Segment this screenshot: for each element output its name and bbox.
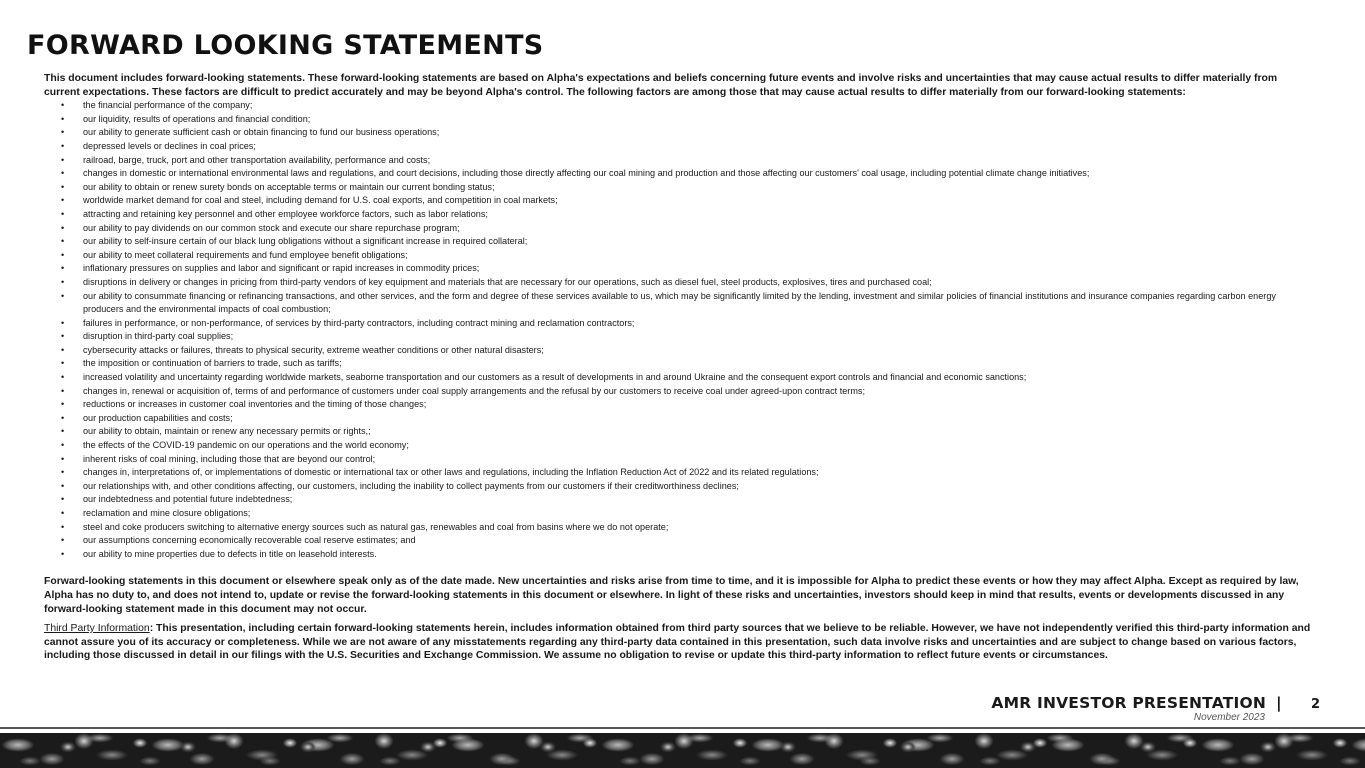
list-item bbox=[44, 412, 1314, 426]
list-item bbox=[44, 330, 1314, 344]
list-item bbox=[44, 507, 1314, 521]
page-number: 2 bbox=[1311, 697, 1321, 712]
list-item bbox=[44, 235, 1314, 249]
bullet-marker: • bbox=[61, 140, 65, 151]
list-item bbox=[44, 398, 1314, 412]
bullet-marker: • bbox=[61, 453, 65, 464]
bullet-marker: • bbox=[61, 494, 65, 505]
list-item bbox=[44, 480, 1314, 494]
list-item-text: cybersecurity attacks or failures, threats to physical security, extreme weather conditions or other natural disasters; bbox=[83, 344, 544, 355]
bullet-marker: • bbox=[61, 195, 65, 206]
list-item-text: attracting and retaining key personnel and other employee workforce factors, such as labor relations; bbox=[83, 208, 488, 219]
bullet-marker: • bbox=[61, 548, 65, 559]
list-item-text: disruptions in delivery or changes in pricing from third-party vendors of key equipment and materials that are necessary for our operations, such as diesel fuel, steel products, explosives, tires and purchased coal; bbox=[83, 276, 932, 287]
list-item-text: inherent risks of coal mining, including those that are beyond our control; bbox=[83, 453, 376, 464]
bullet-marker: • bbox=[61, 263, 65, 274]
coal-banner-image bbox=[0, 733, 1365, 768]
footer-presentation-title: AMR INVESTOR PRESENTATION bbox=[991, 694, 1266, 712]
list-item-text: railroad, barge, truck, port and other transportation availability, performance and costs; bbox=[83, 154, 431, 165]
bullet-marker: • bbox=[61, 399, 65, 410]
list-item bbox=[44, 357, 1314, 371]
list-item bbox=[44, 208, 1314, 222]
list-item-text: our indebtedness and potential future indebtedness; bbox=[83, 494, 293, 505]
list-item-text: our ability to consummate financing or refinancing transactions, and other services, and the form and degree of these services available to us, which may be significantly limited by the lending, investment and similar policies of financial institutions and insurance companies regarding carbon energy producers and the environmental impacts of coal combustion; bbox=[83, 290, 1276, 315]
bullet-marker: • bbox=[61, 100, 65, 111]
footer-divider bbox=[0, 727, 1365, 729]
list-item bbox=[44, 344, 1314, 358]
risk-factor-list bbox=[44, 99, 1314, 561]
list-item bbox=[44, 126, 1314, 140]
list-item bbox=[44, 194, 1314, 208]
list-item-text: changes in, renewal or acquisition of, terms of and performance of customers under coal supply arrangements and the refusal by our customers to receive coal under agreed-upon contract terms; bbox=[83, 385, 865, 396]
list-item bbox=[44, 154, 1314, 168]
list-item bbox=[44, 276, 1314, 290]
list-item-text: the effects of the COVID-19 pandemic on our operations and the world economy; bbox=[83, 440, 409, 451]
slide-content bbox=[44, 72, 1314, 663]
bullet-marker: • bbox=[61, 317, 65, 328]
list-item-text: reclamation and mine closure obligations; bbox=[83, 508, 251, 518]
list-item-text: disruption in third-party coal supplies; bbox=[83, 331, 234, 342]
list-item bbox=[44, 521, 1314, 535]
bullet-marker: • bbox=[61, 521, 65, 532]
list-item bbox=[44, 181, 1314, 195]
list-item-text: increased volatility and uncertainty regarding worldwide markets, seaborne transportation and our customers as a result of developments in and around Ukraine and the consequent export controls and financial and economic sanctions; bbox=[83, 372, 1027, 383]
bullet-marker: • bbox=[61, 426, 65, 437]
bullet-marker: • bbox=[61, 412, 65, 423]
list-item-text: inflationary pressures on supplies and labor and significant or rapid increases in commodity prices; bbox=[83, 263, 480, 274]
list-item bbox=[44, 534, 1314, 548]
list-item-text: the imposition or continuation of barriers to trade, such as tariffs; bbox=[83, 358, 342, 369]
third-party-label: Third Party Information bbox=[44, 623, 150, 635]
list-item bbox=[44, 317, 1314, 331]
list-item-text: our ability to generate sufficient cash or obtain financing to fund our business operations; bbox=[83, 127, 440, 138]
list-item bbox=[44, 385, 1314, 399]
list-item bbox=[44, 222, 1314, 236]
bullet-marker: • bbox=[61, 181, 65, 192]
list-item-text: our ability to mine properties due to defects in title on leasehold interests. bbox=[83, 548, 377, 559]
list-item-text: our liquidity, results of operations and financial condition; bbox=[83, 113, 311, 124]
bullet-marker: • bbox=[61, 508, 65, 518]
intro-paragraph: This document includes forward-looking statements. These forward-looking statements are based on Alpha's expectations and beliefs concerning future events and involve risks and uncertainties that may cause actual results to differ materially from current expectations. These factors are difficult to predict accurately and may be beyond Alpha's control. The following factors are among those that may cause actual results to differ materially from our forward-looking statements: bbox=[44, 73, 1278, 98]
list-item-text: our ability to self-insure certain of our black lung obligations without a significant increase in required collateral; bbox=[83, 236, 528, 247]
list-item bbox=[44, 493, 1314, 507]
list-item-text: changes in domestic or international environmental laws and regulations, and court decisions, including those directly affecting our coal mining and production and those affecting our customers' coal usage, including potential climate change initiatives; bbox=[83, 168, 1090, 179]
bullet-marker: • bbox=[61, 236, 65, 247]
bullet-marker: • bbox=[61, 276, 65, 287]
slide-title: FORWARD LOOKING STATEMENTS bbox=[27, 30, 544, 61]
footer-separator: | bbox=[1276, 694, 1282, 712]
list-item bbox=[44, 113, 1314, 127]
list-item bbox=[44, 99, 1314, 113]
list-item-text: reductions or increases in customer coal inventories and the timing of those changes; bbox=[83, 399, 427, 410]
list-item bbox=[44, 249, 1314, 263]
bullet-marker: • bbox=[61, 168, 65, 179]
bullet-marker: • bbox=[61, 208, 65, 219]
footer-date: November 2023 bbox=[1193, 712, 1265, 723]
list-item bbox=[44, 290, 1314, 317]
list-item bbox=[44, 425, 1314, 439]
list-item bbox=[44, 140, 1314, 154]
third-party-text: : This presentation, including certain forward-looking statements herein, includes information obtained from third party sources that we believe to be reliable. However, we have not independently verified this third-party information and cannot assure you of its accuracy or completeness. While we are not aware of any misstatements regarding any third-party data contained in this presentation, such data involve risks and uncertainties and are subject to change based on various factors, including those discussed in detail in our filings with the U.S. Securities and Exchange Commission. We assume no obligation to revise or update this third-party information to reflect future events or circumstances. bbox=[44, 623, 1311, 662]
bullet-marker: • bbox=[61, 480, 65, 491]
list-item-text: failures in performance, or non-performance, of services by third-party contractors, including contract mining and reclamation contractors; bbox=[83, 317, 635, 328]
bullet-marker: • bbox=[61, 222, 65, 233]
bullet-marker: • bbox=[61, 535, 65, 546]
bullet-marker: • bbox=[61, 344, 65, 355]
list-item-text: our production capabilities and costs; bbox=[83, 412, 233, 423]
list-item-text: depressed levels or declines in coal prices; bbox=[83, 140, 256, 151]
list-item-text: our ability to pay dividends on our common stock and execute our share repurchase program; bbox=[83, 222, 460, 233]
bullet-marker: • bbox=[61, 290, 65, 301]
list-item-text: steel and coke producers switching to alternative energy sources such as natural gas, renewables and coal from basins where we do not operate; bbox=[83, 521, 669, 532]
bullet-marker: • bbox=[61, 440, 65, 451]
bullet-marker: • bbox=[61, 113, 65, 124]
bullet-marker: • bbox=[61, 372, 65, 383]
list-item bbox=[44, 453, 1314, 467]
bullet-marker: • bbox=[61, 127, 65, 138]
third-party-paragraph bbox=[44, 622, 1314, 663]
list-item-text: our relationships with, and other conditions affecting, our customers, including the inability to collect payments from our customers if their creditworthiness declines; bbox=[83, 480, 739, 491]
list-item-text: our assumptions concerning economically recoverable coal reserve estimates; and bbox=[83, 535, 416, 546]
list-item bbox=[44, 439, 1314, 453]
list-item-text: changes in, interpretations of, or implementations of domestic or international tax or other laws and regulations, including the Inflation Reduction Act of 2022 and its related regulations; bbox=[83, 467, 819, 478]
list-item-text: our ability to obtain, maintain or renew any necessary permits or rights,; bbox=[83, 426, 371, 437]
list-item bbox=[44, 548, 1314, 562]
bullet-marker: • bbox=[61, 358, 65, 369]
list-item bbox=[44, 466, 1314, 480]
list-item-text: our ability to obtain or renew surety bonds on acceptable terms or maintain our current bonding status; bbox=[83, 181, 495, 192]
list-item-text: worldwide market demand for coal and steel, including demand for U.S. coal exports, and competition in coal markets; bbox=[83, 195, 558, 206]
list-item-text: our ability to meet collateral requirements and fund employee benefit obligations; bbox=[83, 249, 408, 260]
bullet-marker: • bbox=[61, 331, 65, 342]
bullet-marker: • bbox=[61, 154, 65, 165]
bullet-marker: • bbox=[61, 467, 65, 478]
list-item bbox=[44, 371, 1314, 385]
bullet-marker: • bbox=[61, 249, 65, 260]
closing-paragraph: Forward-looking statements in this document or elsewhere speak only as of the date made. New uncertainties and risks arise from time to time, and it is impossible for Alpha to predict these events or how they may affect Alpha. Except as required by law, Alpha has no duty to, and does not intend to, update or revise the forward-looking statements in this document or elsewhere. In light of these risks and uncertainties, investors should keep in mind that results, events or developments discussed in any forward-looking statement made in this document may not occur. bbox=[44, 576, 1299, 615]
list-item bbox=[44, 167, 1314, 181]
list-item bbox=[44, 262, 1314, 276]
list-item-text: the financial performance of the company; bbox=[83, 100, 253, 111]
bullet-marker: • bbox=[61, 385, 65, 396]
